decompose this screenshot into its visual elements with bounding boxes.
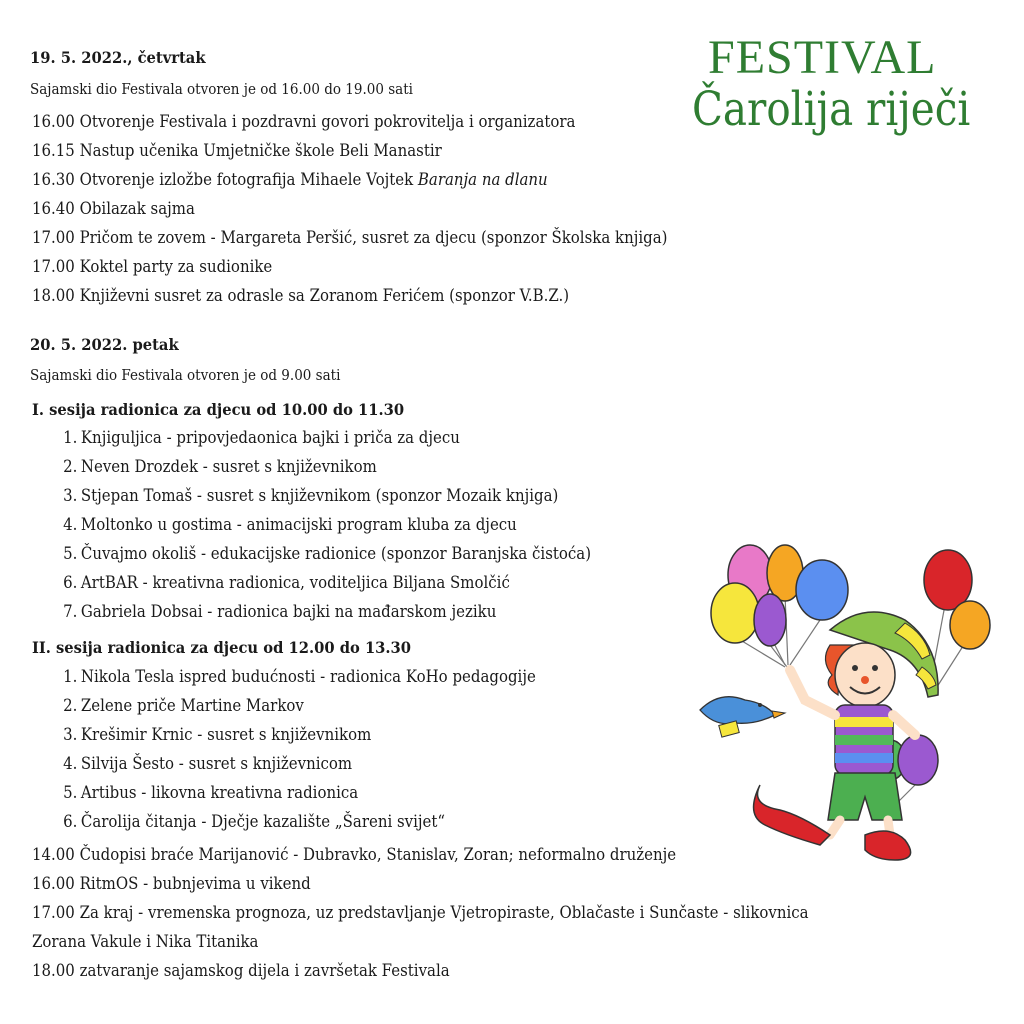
list-item: 3. Krešimir Krnic - susret s književnikom	[63, 725, 372, 745]
list-item: 2. Zelene priče Martine Markov	[63, 696, 304, 716]
balloon-yellow	[711, 583, 759, 643]
clown-face	[835, 643, 895, 707]
list-item: 1. Knjiguljica - pripovjedaonica bajki i priča za djecu	[63, 428, 460, 448]
list-item: 14.00 Čudopisi braće Marijanović - Dubravko, Stanislav, Zoran; neformalno druženje	[32, 845, 677, 865]
session2-heading: II. sesija radionica za djecu od 12.00 do 13.30	[32, 638, 412, 657]
list-item: 3. Stjepan Tomaš - susret s književnikom (sponzor Mozaik knjiga)	[63, 486, 559, 506]
day1-note: Sajamski dio Festivala otvoren je od 16.00 do 19.00 sati	[30, 80, 413, 98]
day2-note: Sajamski dio Festivala otvoren je od 9.00 sati	[30, 366, 341, 384]
balloon-purple-right	[898, 735, 938, 785]
list-item: 5. Čuvajmo okoliš - edukacijske radionice (sponzor Baranjska čistoća)	[63, 544, 592, 564]
clown-shoe-left	[754, 785, 830, 845]
clown-shorts	[828, 773, 902, 820]
list-item: 1. Nikola Tesla ispred budućnosti - radionica KoHo pedagogije	[63, 667, 536, 687]
list-item: 7. Gabriela Dobsai - radionica bajki na mađarskom jeziku	[63, 602, 497, 622]
session1-heading: I. sesija radionica za djecu od 10.00 do 11.30	[32, 400, 405, 419]
balloon-blue	[796, 560, 848, 620]
list-item: 16.00 Otvorenje Festivala i pozdravni govori pokrovitelja i organizatora	[32, 112, 576, 132]
list-item: 18.00 Književni susret za odrasle sa Zoranom Ferićem (sponzor V.B.Z.)	[32, 286, 570, 306]
list-item: 16.30 Otvorenje izložbe fotografija Mihaele Vojtek Baranja na dlanu	[32, 170, 548, 190]
clown-with-balloons-illustration	[690, 535, 1010, 865]
list-item: Zorana Vakule i Nika Titanika	[32, 932, 259, 952]
list-item: 17.00 Koktel party za sudionike	[32, 257, 273, 277]
list-item: 6. Čarolija čitanja - Dječje kazalište „Šareni svijet“	[63, 812, 446, 832]
list-item: 16.15 Nastup učenika Umjetničke škole Beli Manastir	[32, 141, 442, 161]
balloon-purple	[754, 594, 786, 646]
list-item: 17.00 Pričom te zovem - Margareta Peršić, susret za djecu (sponzor Školska knjiga)	[32, 228, 668, 248]
balloon-orange-right	[950, 601, 990, 649]
festival-title: FESTIVAL	[708, 31, 937, 84]
list-item: 18.00 zatvaranje sajamskog dijela i završetak Festivala	[32, 961, 450, 981]
list-item: 16.00 RitmOS - bubnjevima u vikend	[32, 874, 311, 894]
festival-subtitle: Čarolija riječi	[692, 82, 971, 137]
list-item: 4. Silvija Šesto - susret s književnicom	[63, 754, 353, 774]
list-item: 16.40 Obilazak sajma	[32, 199, 195, 219]
list-item: 17.00 Za kraj - vremenska prognoza, uz predstavljanje Vjetropiraste, Oblačaste i Sunčaste - slikovnica	[32, 903, 809, 923]
list-item: 2. Neven Drozdek - susret s književnikom	[63, 457, 377, 477]
list-item: 5. Artibus - likovna kreativna radionica	[63, 783, 359, 803]
list-item: 6. ArtBAR - kreativna radionica, voditeljica Biljana Smolčić	[63, 573, 510, 593]
list-item: 4. Moltonko u gostima - animacijski program kluba za djecu	[63, 515, 517, 535]
bird-icon	[700, 697, 775, 724]
clown-shoe-right	[865, 831, 911, 860]
day1-heading: 19. 5. 2022., četvrtak	[30, 48, 206, 67]
day2-heading: 20. 5. 2022. petak	[30, 335, 179, 354]
